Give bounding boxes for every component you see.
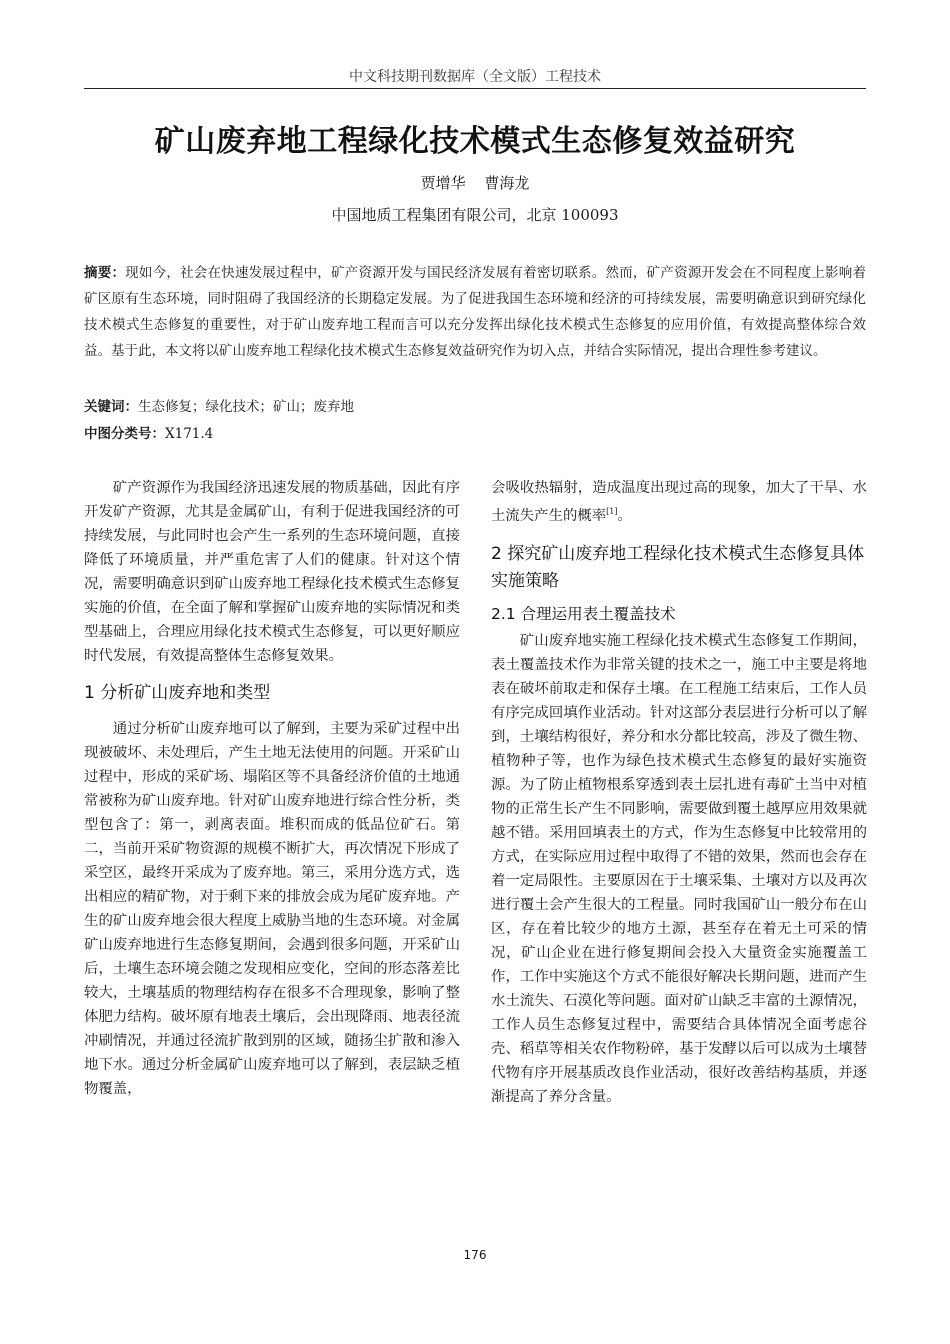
continued-text: 会吸收热辐射，造成温度出现过高的现象，加大了干旱、水土流失产生的概率 <box>491 480 867 524</box>
continued-end: 。 <box>617 507 632 524</box>
abstract-text: 现如今，社会在快速发展过程中，矿产资源开发与国民经济发展有着密切联系。然而，矿产资源开发会在不同程度上影响着矿区原有生态环境，同时阻碍了我国经济的长期稳定发展。为了促进我国生态环境和经济的可持续发展，需要明确意识到研究绿化技术模式生态修复的重要性，对于矿山废弃地工程而言可以充分发挥出绿化技术模式生态修复的应用价值，有效提高整体综合效益。基于此，本文将以矿山废弃地工程绿化技术模式生态修复效益研究作为切入点，并结合实际情况，提出合理性参考建议。 <box>84 265 867 359</box>
keywords-text: 生态修复；绿化技术；矿山；废弃地 <box>138 399 354 415</box>
right-column <box>491 476 867 1109</box>
classification <box>84 423 866 445</box>
section-1-heading: 1 分析矿山废弃地和类型 <box>84 683 271 703</box>
keywords-label: 关键词： <box>84 399 138 415</box>
paper-title: 矿山废弃地工程绿化技术模式生态修复效益研究 <box>154 124 796 159</box>
classification-label: 中图分类号： <box>84 426 165 442</box>
authors: 贾增华 曹海龙 <box>420 174 530 192</box>
section-2-heading: 2 探究矿山废弃地工程绿化技术模式生态修复具体实施策略 <box>491 543 865 591</box>
keywords <box>84 396 866 418</box>
continued-paragraph <box>491 476 867 528</box>
header-rule <box>84 88 866 89</box>
section-1-paragraph: 通过分析矿山废弃地可以了解到，主要为采矿过程中出现被破坏、未处理后，产生土地无法使用的问题。开采矿山过程中，形成的采矿场、塌陷区等不具备经济价值的土地通常被称为矿山废弃地。针对矿山废弃地进行综合性分析，类型包含了：第一，剥离表面。堆积而成的低品位矿石。第二，当前开采矿物资源的规模不断扩大，再次情况下形成了采空区，最终开采成为了废弃地。第三，采用分选方式，选出相应的精矿物，对于剩下来的排放会成为尾矿废弃地。产生的矿山废弃地会很大程度上威胁当地的生态环境。对金属矿山废弃地进行生态修复期间，会遇到很多问题，开采矿山后，土壤生态环境会随之发现相应变化，空间的形态落差比较大，土壤基质的物理结构存在很多不合理现象，影响了整体肥力结构。破坏原有地表土壤后，会出现降雨、地表径流冲刷情况，并通过径流扩散到别的区域，随扬尘扩散和渗入地下水。通过分析金属矿山废弃地可以了解到，表层缺乏植物覆盖， <box>84 721 460 1097</box>
citation-1: [1] <box>606 507 618 516</box>
abstract <box>84 260 866 364</box>
page-number: 176 <box>463 1248 487 1262</box>
abstract-label: 摘要： <box>84 265 126 281</box>
classification-text: X171.4 <box>165 426 214 442</box>
section-2-1-heading: 2.1 合理运用表土覆盖技术 <box>491 604 676 623</box>
affiliation: 中国地质工程集团有限公司，北京 100093 <box>331 206 619 224</box>
section-2-1-paragraph: 矿山废弃地实施工程绿化技术模式生态修复工作期间，表土覆盖技术作为非常关键的技术之一，施工中主要是将地表在破坏前取走和保存土壤。在工程施工结束后，工作人员有序完成回填作业活动。针对这部分表层进行分析可以了解到，土壤结构很好，养分和水分都比较高，涉及了微生物、植物种子等，也作为绿色技术模式生态修复的最好实施资源。为了防止植物根系穿透到表土层扎进有毒矿土当中对植物的正常生长产生不同影响，需要做到覆土越厚应用效果就越不错。采用回填表土的方式，作为生态修复中比较常用的方式，在实际应用过程中取得了不错的效果，然而也会存在着一定局限性。主要原因在于土壤采集、土壤对方以及再次进行覆土会产生很大的工程量。同时我国矿山一般分布在山区，存在着比较少的地方土源，甚至存在着无土可采的情况，矿山企业在进行修复期间会投入大量资金实施覆盖工作，工作中实施这个方式不能很好解决长期问题，进而产生水土流失、石漠化等问题。面对矿山缺乏丰富的土源情况，工作人员生态修复过程中，需要结合具体情况全面考虑谷壳、稻草等相关农作物粉碎，基于发酵以后可以成为土壤替代物有序开展基质改良作业活动，很好改善结构基质，并逐渐提高了养分含量。 <box>491 632 867 1105</box>
intro-paragraph: 矿产资源作为我国经济迅速发展的物质基础，因此有序开发矿产资源，尤其是金属矿山，有利于促进我国经济的可持续发展，与此同时也会产生一系列的生态环境问题，直接降低了环境质量，并严重危害了人们的健康。针对这个情况，需要明确意识到矿山废弃地工程绿化技术模式生态修复实施的价值，在全面了解和掌握矿山废弃地的实际情况和类型基础上，合理应用绿化技术模式生态修复，可以更好顺应时代发展，有效提高整体生态修复效果。 <box>84 480 460 664</box>
journal-header: 中文科技期刊数据库（全文版）工程技术 <box>349 69 601 85</box>
left-column <box>84 476 460 1101</box>
